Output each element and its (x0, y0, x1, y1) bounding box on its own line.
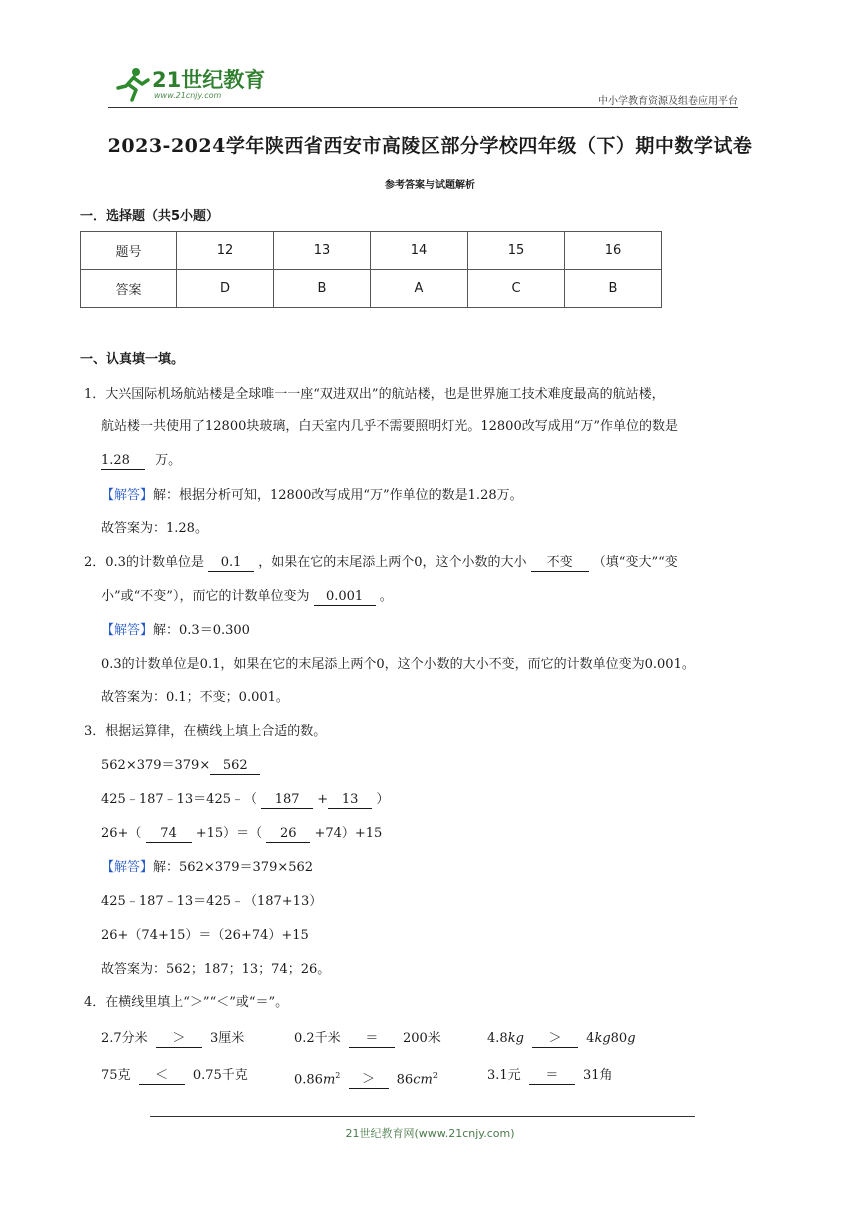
question-3-intro: 3．根据运算律，在横线上填上合适的数。 (84, 724, 327, 739)
unit: kg (594, 1031, 611, 1046)
text: 4.8 (487, 1031, 508, 1046)
unit: cm (413, 1072, 433, 1088)
answer-blank: 不变 (531, 555, 589, 572)
page-header (108, 60, 738, 110)
logo-text: 21世纪教育 (152, 68, 266, 92)
text: +15）＝（ (195, 826, 263, 841)
answer-blank: 562 (210, 758, 260, 775)
question-4-item (101, 1030, 244, 1048)
text: 。 (379, 589, 393, 604)
question-4-intro: 4．在横线里填上“＞”“＜”或“＝”。 (84, 995, 289, 1010)
text: 0.2千米 (294, 1031, 341, 1046)
section-heading: 一、认真填一填。 (80, 352, 185, 367)
text: 26+（ (101, 826, 142, 841)
unit: g (627, 1031, 636, 1046)
table-row (81, 232, 662, 270)
unit: m (322, 1072, 336, 1088)
table-cell: 16 (565, 232, 662, 270)
runner-logo-icon (114, 66, 150, 102)
answer-blank: ＞ (349, 1072, 389, 1089)
text: 3.1元 (487, 1068, 521, 1083)
answer-blank: ＜ (139, 1068, 185, 1085)
question-3-expr-3 (101, 825, 382, 843)
header-divider (108, 107, 738, 108)
text: 425﹣187﹣13＝425﹣（ (101, 792, 257, 807)
superscript: 2 (335, 1071, 341, 1080)
answer-blank: 0.1 (208, 555, 254, 572)
section-heading: 一．选择题（共5小题） (80, 209, 220, 224)
logo (114, 64, 274, 106)
answer-blank: 1.28 (101, 453, 145, 470)
text: 2．0.3的计数单位是 (84, 555, 204, 570)
answer-table (80, 231, 662, 308)
text: 75克 (101, 1068, 131, 1083)
answer-blank: ＝ (529, 1068, 575, 1085)
logo-url: www.21cnjy.com (154, 91, 222, 100)
question-4-item (294, 1067, 438, 1089)
unit: kg (507, 1031, 524, 1046)
text: 小”或“不变”），而它的计数单位变为 (101, 589, 310, 604)
text: （填“变大”“变 (592, 555, 678, 570)
page-subtitle: 参考答案与试题解析 (385, 180, 475, 191)
question-2-final: 故答案为：0.1；不变；0.001。 (101, 690, 289, 705)
question-4-item (294, 1030, 441, 1048)
text: 万。 (155, 453, 182, 468)
text: +74）+15 (314, 826, 383, 841)
question-2-line-2 (101, 588, 393, 606)
question-1-line-2: 航站楼一共使用了12800块玻璃，白天室内几乎不需要照明灯光。12800改写成用“万”作单位的数是 (101, 419, 679, 434)
answer-blank: 26 (266, 826, 310, 843)
question-3-expr-1 (101, 757, 260, 775)
table-cell: B (274, 270, 371, 308)
text: 2.7分米 (101, 1031, 148, 1046)
question-1-line-1: 1．大兴国际机场航站楼是全球唯一一座“双进双出”的航站楼，也是世界施工技术难度最高的航站楼， (84, 387, 665, 402)
solution-label: 【解答】 (101, 860, 154, 875)
question-3-expr-2 (101, 791, 389, 809)
text: + (317, 792, 329, 807)
answer-blank: ＞ (156, 1031, 202, 1048)
text: 4 (586, 1031, 595, 1046)
question-4-item (487, 1067, 613, 1085)
table-cell: 答案 (81, 270, 177, 308)
answer-blank: 74 (146, 826, 192, 843)
question-2-explanation: 0.3的计数单位是0.1，如果在它的末尾添上两个0，这个小数的大小不变，而它的计数单位变为0.001。 (101, 657, 695, 672)
table-cell: 14 (371, 232, 468, 270)
text: 86 (396, 1072, 414, 1088)
table-cell: 15 (468, 232, 565, 270)
text: 0.75千克 (192, 1068, 248, 1083)
solution-text: 解：562×379＝379×562 (153, 860, 314, 875)
table-cell: A (371, 270, 468, 308)
answer-blank: 0.001 (314, 589, 376, 606)
footer-text: 21世纪教育网(www.21cnjy.com) (345, 1127, 515, 1140)
footer-divider (150, 1116, 695, 1117)
text: ） (376, 792, 390, 807)
answer-blank: ＝ (349, 1031, 395, 1048)
question-4-item (487, 1030, 636, 1048)
solution-text: 解：0.3＝0.300 (153, 623, 250, 638)
question-1-solution (101, 487, 523, 505)
table-cell: C (468, 270, 565, 308)
table-cell: D (177, 270, 274, 308)
table-cell: 题号 (81, 232, 177, 270)
page-title: 2023-2024学年陕西省西安市高陵区部分学校四年级（下）期中数学试卷 (107, 135, 753, 157)
table-cell: 13 (274, 232, 371, 270)
answer-blank: 187 (261, 792, 313, 809)
answer-blank: ＞ (532, 1031, 578, 1048)
text: 3厘米 (209, 1031, 245, 1046)
question-3-solution (101, 859, 313, 877)
superscript: 2 (432, 1071, 438, 1080)
text: 31角 (582, 1068, 613, 1083)
platform-name: 中小学教育资源及组卷应用平台 (598, 96, 738, 107)
question-3-step-3: 26+（74+15）＝（26+74）+15 (101, 928, 309, 943)
question-4-item (101, 1067, 248, 1085)
solution-label: 【解答】 (101, 623, 154, 638)
text: 562×379＝379× (101, 758, 211, 773)
question-3-final: 故答案为：562；187；13；74；26。 (101, 962, 331, 977)
table-cell: 12 (177, 232, 274, 270)
question-1-line-3 (101, 452, 181, 470)
question-1-final: 故答案为：1.28。 (101, 521, 208, 536)
text: 0.86 (294, 1072, 323, 1088)
table-cell: B (565, 270, 662, 308)
question-3-step-2: 425﹣187﹣13＝425﹣（187+13） (101, 894, 323, 909)
text: ，如果在它的末尾添上两个0，这个小数的大小 (258, 555, 527, 570)
solution-label: 【解答】 (101, 488, 154, 503)
text: 200米 (402, 1031, 441, 1046)
table-row (81, 270, 662, 308)
text: 80 (610, 1031, 628, 1046)
question-2-solution (101, 622, 250, 640)
solution-text: 解：根据分析可知，12800改写成用“万”作单位的数是1.28万。 (153, 488, 523, 503)
question-2-line-1 (84, 554, 678, 572)
answer-blank: 13 (328, 792, 372, 809)
